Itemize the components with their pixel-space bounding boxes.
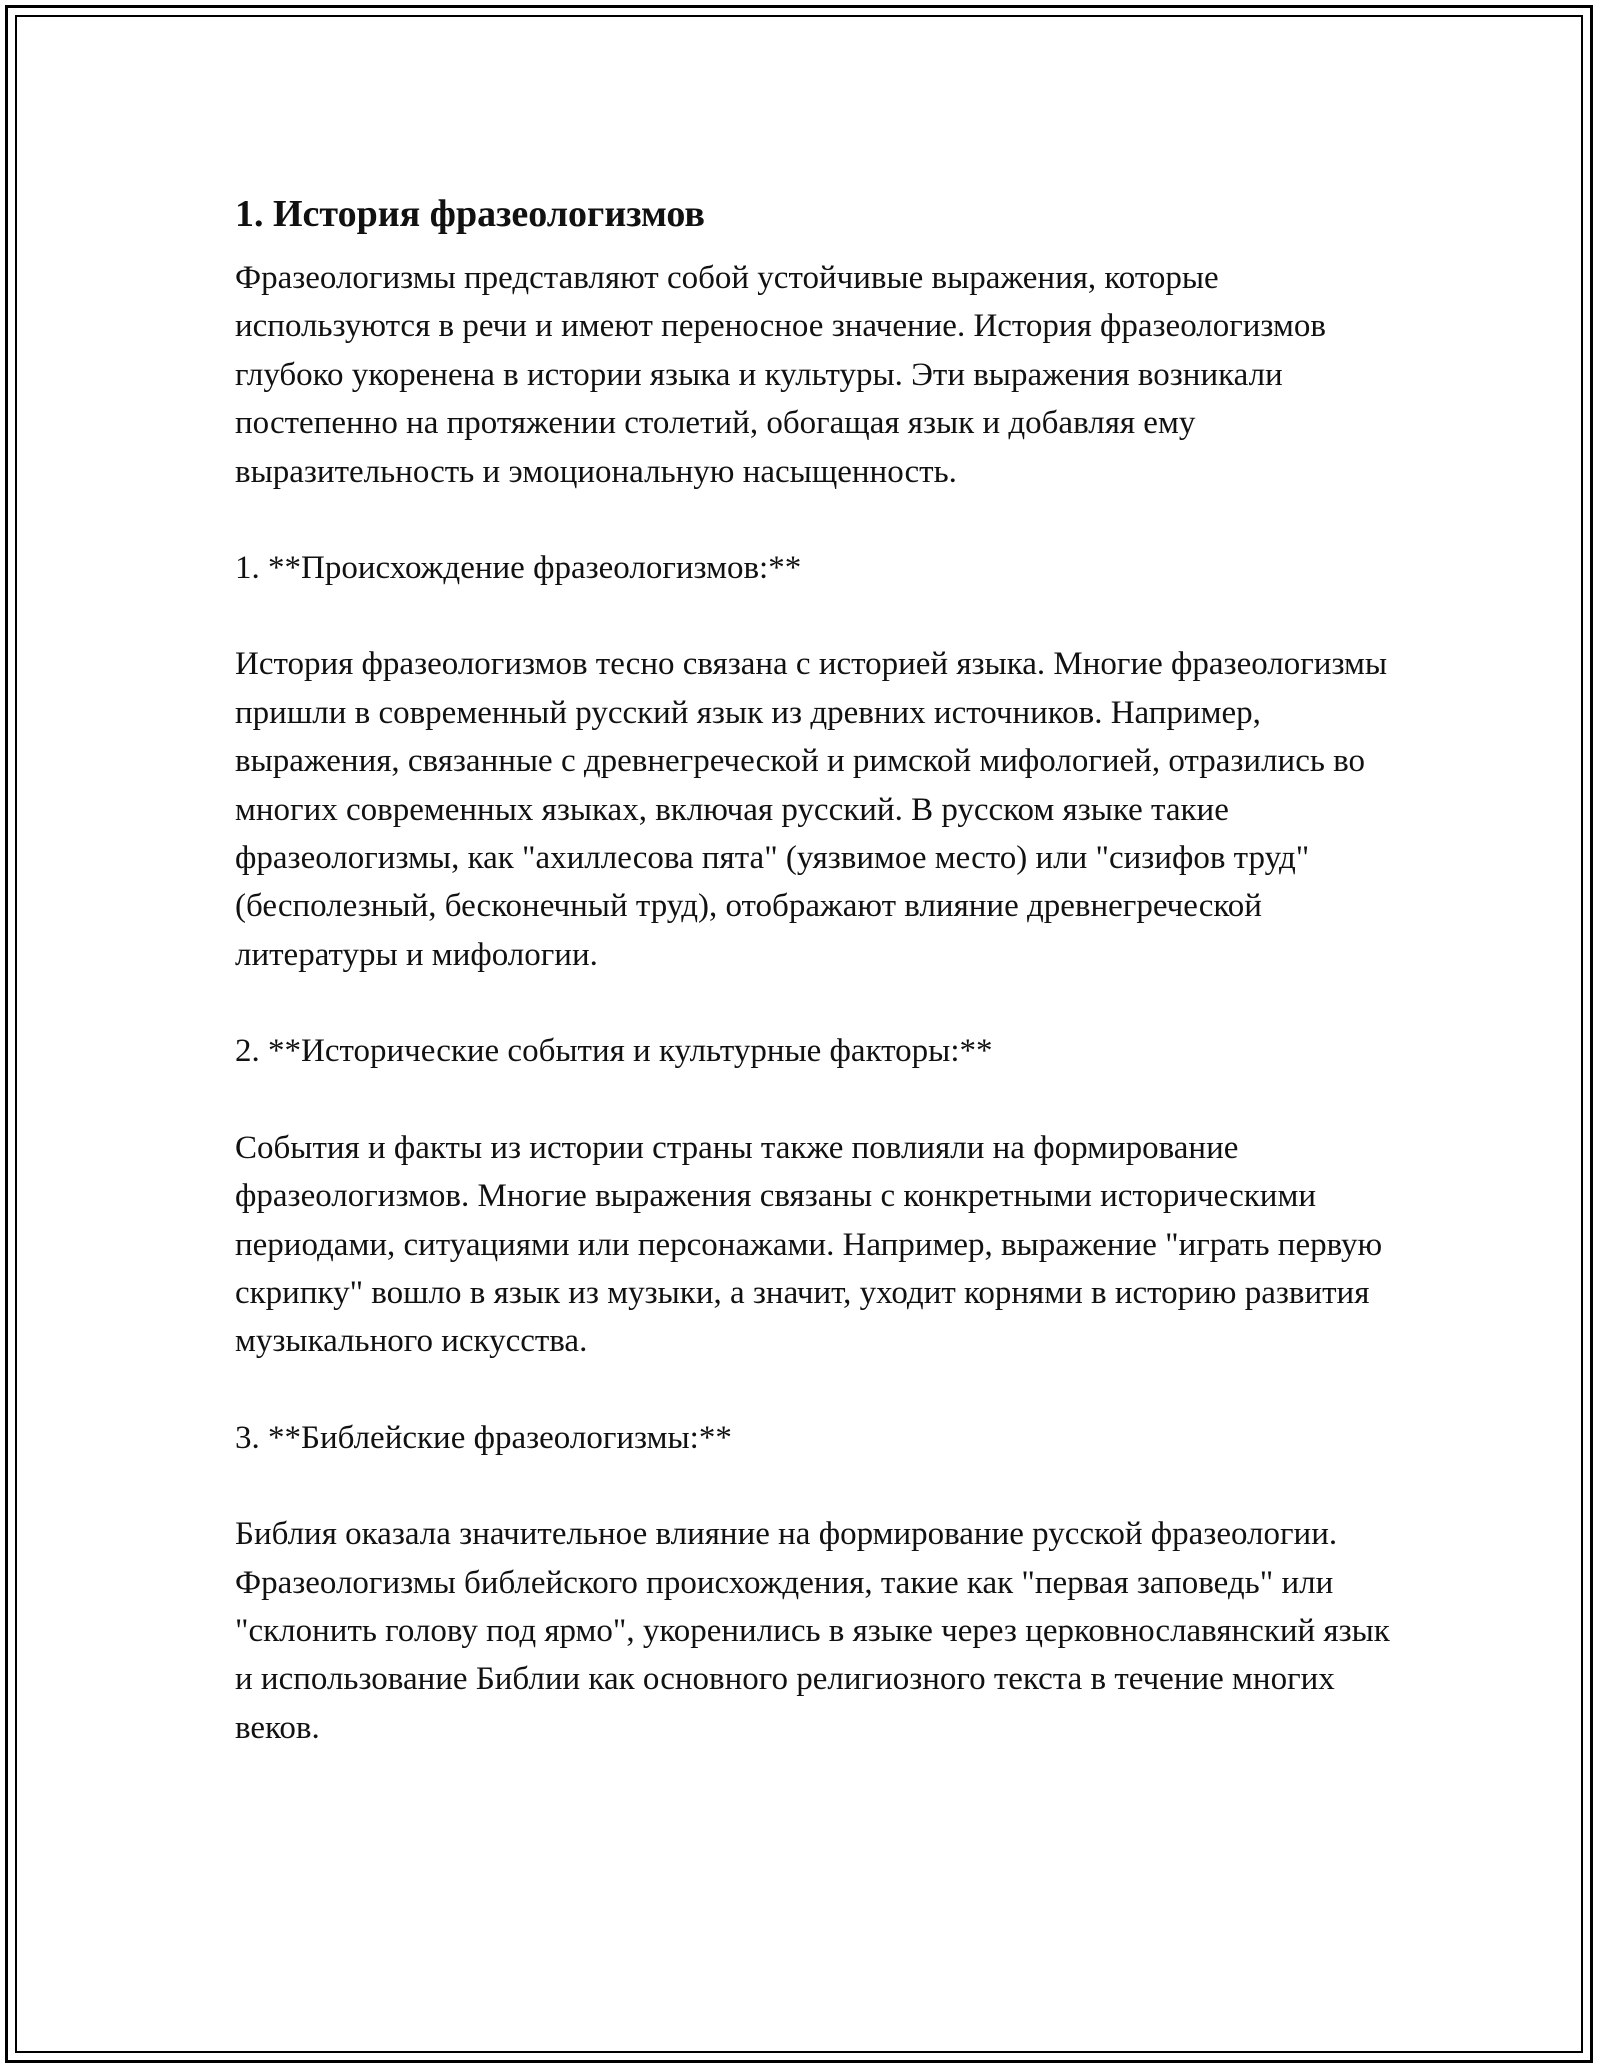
section-heading: 1. История фразеологизмов xyxy=(235,193,705,235)
subsection-title-history: 2. **Исторические события и культурные факторы:** xyxy=(235,1033,993,1070)
intro-paragraph: Фразеологизмы представляют собой устойчивые выражения, которые используются в речи и имеют переносное значение. История фразеологизмов глубоко укоренена в истории языка и культуры. Эти выражения возникали постепенно на протяжении столетий, обогащая язык и добавляя ему выразительность и эмоциональную насыщенность. xyxy=(235,260,1326,490)
subsection-text-bible: Библия оказала значительное влияние на формирование русской фразеологии. Фразеологизмы библейского происхождения, такие как "первая заповедь" или "склонить голову под ярмо", укоренились в языке через церковнославянский язык и использование Библии как основного религиозного текста в течение многих веков. xyxy=(235,1516,1390,1746)
subsection-text-origin: История фразеологизмов тесно связана с историей языка. Многие фразеологизмы пришли в современный русский язык из древних источников. Например, выражения, связанные с древнегреческой и римской мифологией, отразились во многих современных языках, включая русский. В русском языке такие фразеологизмы, как "ахиллесова пята" (уязвимое место) или "сизифов труд" (бесполезный, бесконечный труд), отображают влияние древнегреческой литературы и мифологии. xyxy=(235,646,1388,973)
subsection-title-origin: 1. **Происхождение фразеологизмов:** xyxy=(235,550,802,587)
document-body xyxy=(235,186,1395,1800)
subsection-title-bible: 3. **Библейские фразеологизмы:** xyxy=(235,1419,732,1456)
subsection-text-history: События и факты из истории страны также повлияли на формирование фразеологизмов. Многие выражения связаны с конкретными историческими периодами, ситуациями или персонажами. Например, выражение "играть первую скрипку" вошло в язык из музыки, а значит, уходит корнями в историю развития музыкального искусства. xyxy=(235,1129,1383,1360)
